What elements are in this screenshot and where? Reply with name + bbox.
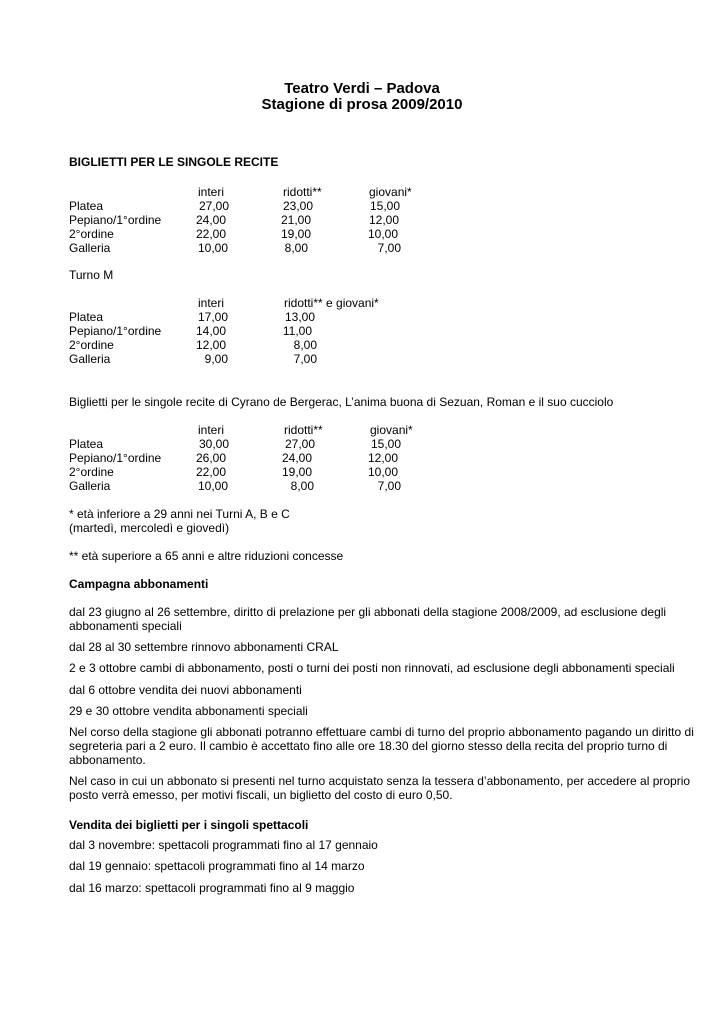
row-label: Pepiano/1°ordine [69,451,162,465]
cell: 12,00 [368,213,399,227]
vendita-heading: Vendita dei biglietti per i singoli spettacoli [69,818,309,832]
cell: 15,00 [370,437,401,451]
cell: 10,00 [367,465,398,479]
cell: 11,00 [282,324,312,338]
cell: 22,00 [195,227,226,241]
col-header: interi [198,423,225,437]
cell: 12,00 [195,338,226,352]
cell: 7,00 [293,352,317,366]
list-item: dal 16 marzo: spettacoli programmati fino al 9 maggio [69,881,355,895]
row-label: 2°ordine [69,338,114,352]
list-item: dal 3 novembre: spettacoli programmati fino al 17 gennaio [69,838,378,852]
cell: 30,00 [198,437,229,451]
section1-heading: BIGLIETTI PER LE SINGOLE RECITE [69,155,279,169]
section3-heading: Biglietti per le singole recite di Cyrano de Bergerac, L’anima buona di Sezuan, Roman e il suo cucciolo [69,395,614,409]
cell: 7,00 [377,241,401,255]
campagna-paragraph: dal 28 al 30 settembre rinnovo abbonamenti CRAL [69,640,339,654]
cell: 14,00 [195,324,226,338]
cell: 9,00 [204,352,228,366]
campagna-heading: Campagna abbonamenti [69,577,209,591]
note-giovani: * età inferiore a 29 anni nei Turni A, B e C [69,507,290,521]
cell: 19,00 [280,227,311,241]
row-label: Platea [69,310,104,324]
row-label: 2°ordine [69,465,114,479]
cell: 15,00 [369,199,400,213]
list-item: dal 19 gennaio: spettacoli programmati fino al 14 marzo [69,859,365,873]
cell: 24,00 [281,451,312,465]
campagna-paragraph: Nel corso della stagione gli abbonati potranno effettuare cambi di turno del proprio abbonamento pagando un diritto di segreteria pari a 2 euro. Il cambio è accettato fino alle ore 18.30 del giorno stesso della recita del proprio turno di abbonamento. [69,725,694,767]
col-header: ridotti** [284,423,323,437]
cell: 22,00 [195,465,226,479]
cell: 8,00 [284,241,308,255]
col-header: giovani* [370,423,413,437]
campagna-paragraph: Nel caso in cui un abbonato si presenti nel turno acquistato senza la tessera d’abbonamento, per accedere al proprio posto verrà emesso, per motivi fiscali, un biglietto del costo di euro 0,50. [69,774,691,802]
note-giovani-days: (martedì, mercoledì e giovedì) [69,521,230,535]
row-label: Platea [69,437,104,451]
page-subtitle: Stagione di prosa 2009/2010 [261,96,463,113]
cell: 10,00 [197,241,228,255]
cell: 8,00 [290,479,314,493]
col-header: ridotti** [283,185,322,199]
cell: 21,00 [280,213,311,227]
col-header: ridotti** e giovani* [284,296,379,310]
row-label: Galleria [69,352,111,366]
cell: 17,00 [197,310,228,324]
row-label: 2°ordine [69,227,114,241]
cell: 13,00 [284,310,315,324]
note-ridotti: ** età superiore a 65 anni e altre riduzioni concesse [69,549,344,563]
cell: 10,00 [367,227,398,241]
campagna-paragraph: dal 6 ottobre vendita dei nuovi abbonamenti [69,683,302,697]
row-label: Pepiano/1°ordine [69,213,162,227]
row-label: Galleria [69,479,111,493]
campagna-paragraph: dal 23 giugno al 26 settembre, diritto di prelazione per gli abbonati della stagione 2008/2009, ad esclusione degli abbonamenti speciali [69,605,667,633]
cell: 24,00 [195,213,226,227]
cell: 12,00 [367,451,398,465]
cell: 10,00 [197,479,228,493]
col-header: interi [198,296,225,310]
cell: 26,00 [195,451,226,465]
campagna-paragraph: 2 e 3 ottobre cambi di abbonamento, posti o turni dei posti non rinnovati, ad esclusione degli abbonamenti speciali [69,661,675,675]
row-label: Platea [69,199,104,213]
col-header: interi [198,185,225,199]
cell: 27,00 [198,199,229,213]
row-label: Galleria [69,241,111,255]
col-header: giovani* [369,185,412,199]
page-title: Teatro Verdi – Padova [284,80,440,97]
cell: 27,00 [284,437,315,451]
row-label: Pepiano/1°ordine [69,324,162,338]
cell: 8,00 [293,338,317,352]
cell: 7,00 [377,479,401,493]
cell: 19,00 [281,465,312,479]
section2-heading: Turno M [69,268,114,282]
cell: 23,00 [282,199,313,213]
campagna-paragraph: 29 e 30 ottobre vendita abbonamenti speciali [69,704,308,718]
